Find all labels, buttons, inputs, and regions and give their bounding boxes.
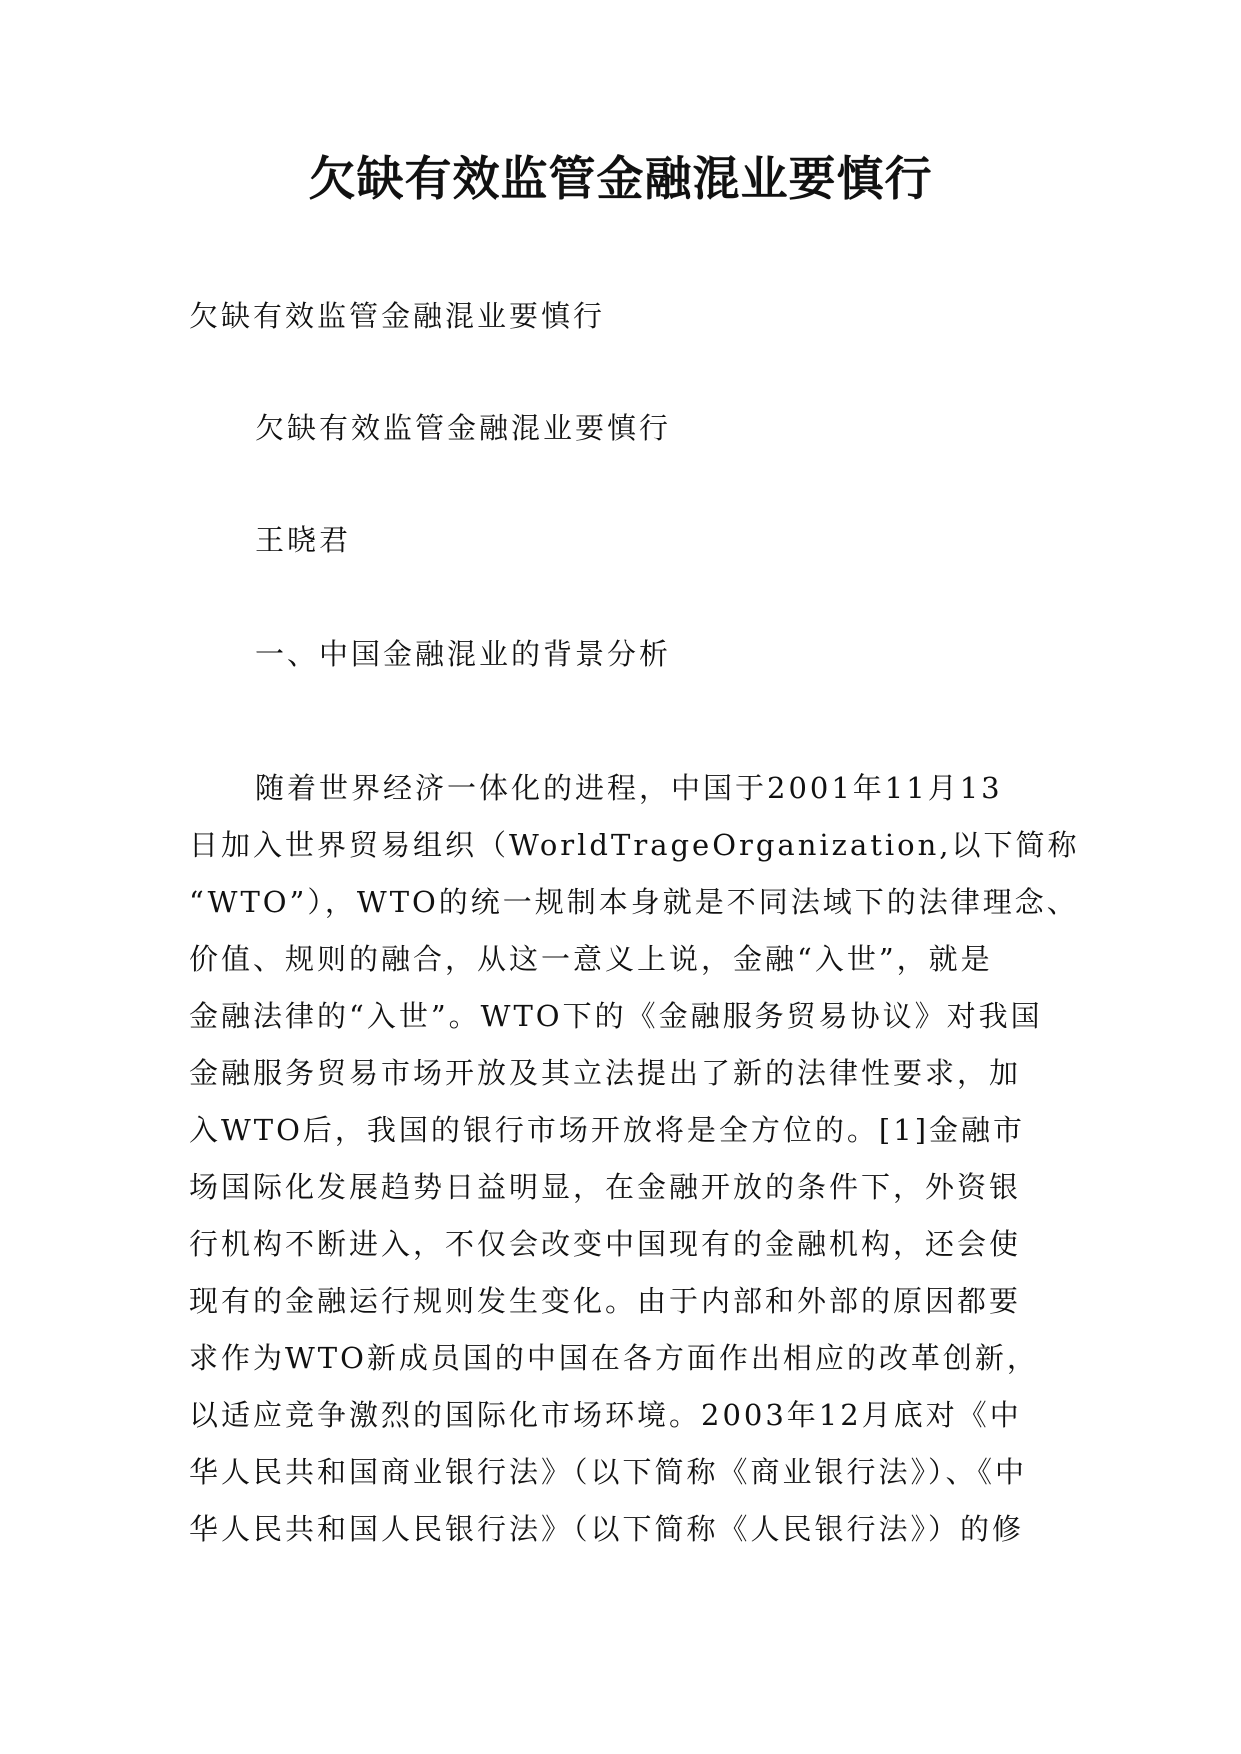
- paragraph-line: 入WTO后，我国的银行市场开放将是全方位的。[1]金融市: [189, 1113, 1026, 1147]
- body-paragraph: [189, 760, 1080, 1558]
- paragraph-line: 华人民共和国商业银行法》（以下简称《商业银行法》）、《中: [189, 1455, 1028, 1489]
- section-heading: 一、中国金融混业的背景分析: [255, 637, 672, 671]
- paragraph-line: 随着世界经济一体化的进程，中国于2001年11月13: [255, 771, 1003, 805]
- paragraph-line: 以适应竞争激烈的国际化市场环境。2003年12月底对《中: [189, 1398, 1022, 1432]
- document-subtitle: 欠缺有效监管金融混业要慎行: [189, 299, 606, 333]
- paragraph-line: 金融法律的“入世”。WTO下的《金融服务贸易协议》对我国: [189, 999, 1043, 1033]
- paragraph-line: 场国际化发展趋势日益明显，在金融开放的条件下，外资银: [189, 1170, 1022, 1204]
- page-title: 欠缺有效监管金融混业要慎行: [308, 152, 933, 207]
- paragraph-line: 现有的金融运行规则发生变化。由于内部和外部的原因都要: [189, 1284, 1022, 1318]
- paragraph-line: 日加入世界贸易组织（WorldTrageOrganization,以下简称: [189, 828, 1080, 862]
- author-name: 王晓君: [255, 523, 352, 557]
- paragraph-line: 华人民共和国人民银行法》（以下简称《人民银行法》）的修: [189, 1512, 1025, 1546]
- paragraph-line: 金融服务贸易市场开放及其立法提出了新的法律性要求，加: [189, 1056, 1022, 1090]
- document-subtitle-repeat: 欠缺有效监管金融混业要慎行: [255, 411, 672, 445]
- paragraph-line: 求作为WTO新成员国的中国在各方面作出相应的改革创新，: [189, 1341, 1039, 1375]
- paragraph-line: “WTO”），WTO的统一规制本身就是不同法域下的法律理念、: [189, 885, 1079, 919]
- paragraph-line: 行机构不断进入，不仅会改变中国现有的金融机构，还会使: [189, 1227, 1022, 1261]
- paragraph-line: 价值、规则的融合，从这一意义上说，金融“入世”，就是: [189, 942, 993, 976]
